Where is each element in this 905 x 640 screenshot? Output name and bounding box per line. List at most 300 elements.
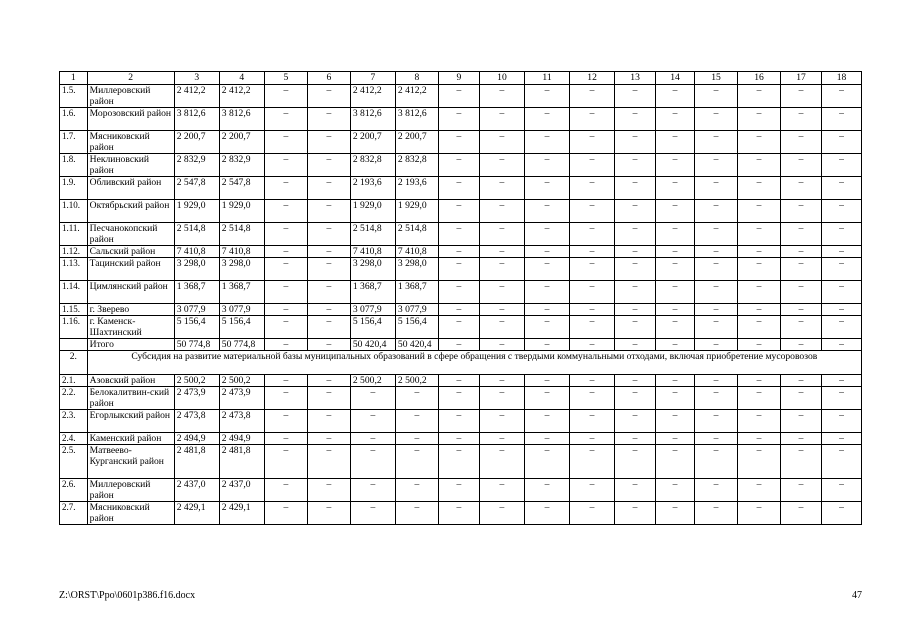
value-col-7: 50 420,4: [350, 339, 395, 351]
value-col-7: 1 929,0: [350, 200, 395, 223]
value-col-12: –: [570, 281, 615, 304]
value-col-10: –: [479, 246, 524, 258]
value-col-3: 2 514,8: [174, 223, 219, 246]
value-col-10: –: [479, 304, 524, 316]
value-col-12: –: [570, 131, 615, 154]
value-col-12: –: [570, 375, 615, 387]
value-col-17: –: [781, 200, 822, 223]
value-col-12: –: [570, 258, 615, 281]
value-col-7: –: [350, 502, 395, 525]
table-body: [60, 72, 862, 525]
municipality-name: Матвеево-Курганский район: [87, 445, 174, 479]
value-col-18: –: [821, 445, 861, 479]
value-col-18: –: [821, 502, 861, 525]
table-row: [60, 177, 862, 200]
value-col-10: –: [479, 131, 524, 154]
value-col-10: –: [479, 375, 524, 387]
value-col-18: –: [821, 281, 861, 304]
column-number-header: 1: [60, 72, 88, 85]
value-col-15: –: [694, 445, 737, 479]
value-col-11: –: [524, 154, 569, 177]
row-number: 2.3.: [60, 410, 88, 433]
row-number: [60, 339, 88, 351]
value-col-18: –: [821, 223, 861, 246]
value-col-14: –: [656, 479, 695, 502]
value-col-9: –: [438, 281, 479, 304]
value-col-13: –: [615, 304, 656, 316]
value-col-14: –: [656, 281, 695, 304]
value-col-5: –: [264, 177, 307, 200]
value-col-10: –: [479, 200, 524, 223]
value-col-11: –: [524, 85, 569, 108]
value-col-15: –: [694, 316, 737, 339]
value-col-4: 5 156,4: [219, 316, 264, 339]
column-number-header: 13: [615, 72, 656, 85]
value-col-8: –: [395, 387, 438, 410]
value-col-13: –: [615, 433, 656, 445]
value-col-9: –: [438, 154, 479, 177]
value-col-13: –: [615, 177, 656, 200]
value-col-9: –: [438, 339, 479, 351]
value-col-8: 2 500,2: [395, 375, 438, 387]
value-col-3: 2 473,9: [174, 387, 219, 410]
value-col-18: –: [821, 108, 861, 131]
value-col-11: –: [524, 339, 569, 351]
value-col-10: –: [479, 177, 524, 200]
value-col-5: –: [264, 223, 307, 246]
value-col-5: –: [264, 387, 307, 410]
value-col-13: –: [615, 200, 656, 223]
value-col-13: –: [615, 108, 656, 131]
value-col-3: 2 547,8: [174, 177, 219, 200]
section-title: Субсидия на развитие материальной базы муниципальных образований в сфере обращения с твердыми коммунальными отходами, включая приобретение мусоровозов: [87, 351, 861, 375]
value-col-15: –: [694, 223, 737, 246]
value-col-4: 2 481,8: [219, 445, 264, 479]
value-col-6: –: [307, 387, 350, 410]
value-col-7: 2 832,8: [350, 154, 395, 177]
footer-file-path: Z:\ORST\Ppo\0601p386.f16.docx: [59, 590, 196, 601]
value-col-7: –: [350, 410, 395, 433]
budget-table: [59, 71, 862, 525]
municipality-name: Цимлянский район: [87, 281, 174, 304]
value-col-15: –: [694, 304, 737, 316]
value-col-18: –: [821, 246, 861, 258]
value-col-8: 7 410,8: [395, 246, 438, 258]
value-col-18: –: [821, 258, 861, 281]
value-col-14: –: [656, 177, 695, 200]
column-number-header: 2: [87, 72, 174, 85]
column-number-row: [60, 72, 862, 85]
value-col-14: –: [656, 223, 695, 246]
value-col-6: –: [307, 281, 350, 304]
value-col-3: 2 832,9: [174, 154, 219, 177]
value-col-13: –: [615, 154, 656, 177]
value-col-10: –: [479, 479, 524, 502]
value-col-5: –: [264, 479, 307, 502]
value-col-4: 2 500,2: [219, 375, 264, 387]
value-col-18: –: [821, 375, 861, 387]
column-number-header: 16: [738, 72, 781, 85]
value-col-15: –: [694, 85, 737, 108]
row-number: 1.6.: [60, 108, 88, 131]
value-col-15: –: [694, 281, 737, 304]
value-col-14: –: [656, 433, 695, 445]
value-col-13: –: [615, 131, 656, 154]
value-col-4: 2 200,7: [219, 131, 264, 154]
value-col-3: 2 437,0: [174, 479, 219, 502]
table-row: [60, 131, 862, 154]
table-row: [60, 410, 862, 433]
table-row: [60, 85, 862, 108]
value-col-14: –: [656, 387, 695, 410]
value-col-6: –: [307, 258, 350, 281]
value-col-5: –: [264, 316, 307, 339]
value-col-16: –: [738, 108, 781, 131]
value-col-16: –: [738, 339, 781, 351]
value-col-15: –: [694, 433, 737, 445]
value-col-7: 2 500,2: [350, 375, 395, 387]
value-col-8: 5 156,4: [395, 316, 438, 339]
row-number: 1.13.: [60, 258, 88, 281]
column-number-header: 12: [570, 72, 615, 85]
row-number: 1.12.: [60, 246, 88, 258]
value-col-7: 3 298,0: [350, 258, 395, 281]
value-col-15: –: [694, 108, 737, 131]
value-col-18: –: [821, 433, 861, 445]
value-col-6: –: [307, 502, 350, 525]
table-row: [60, 154, 862, 177]
value-col-3: 2 494,9: [174, 433, 219, 445]
value-col-3: 3 812,6: [174, 108, 219, 131]
row-number: 1.8.: [60, 154, 88, 177]
table-row: [60, 223, 862, 246]
row-number: 1.9.: [60, 177, 88, 200]
value-col-11: –: [524, 502, 569, 525]
column-number-header: 15: [694, 72, 737, 85]
value-col-5: –: [264, 502, 307, 525]
value-col-9: –: [438, 108, 479, 131]
value-col-3: 2 473,8: [174, 410, 219, 433]
row-number: 2.6.: [60, 479, 88, 502]
value-col-4: 2 473,8: [219, 410, 264, 433]
value-col-9: –: [438, 131, 479, 154]
value-col-13: –: [615, 339, 656, 351]
value-col-6: –: [307, 154, 350, 177]
value-col-17: –: [781, 316, 822, 339]
value-col-6: –: [307, 375, 350, 387]
value-col-18: –: [821, 304, 861, 316]
value-col-3: 2 412,2: [174, 85, 219, 108]
value-col-5: –: [264, 410, 307, 433]
value-col-6: –: [307, 410, 350, 433]
value-col-17: –: [781, 131, 822, 154]
value-col-12: –: [570, 479, 615, 502]
value-col-16: –: [738, 433, 781, 445]
column-number-header: 18: [821, 72, 861, 85]
value-col-8: 3 077,9: [395, 304, 438, 316]
value-col-9: –: [438, 200, 479, 223]
value-col-4: 7 410,8: [219, 246, 264, 258]
row-number: 1.5.: [60, 85, 88, 108]
value-col-17: –: [781, 304, 822, 316]
value-col-7: 2 193,6: [350, 177, 395, 200]
value-col-7: –: [350, 433, 395, 445]
value-col-9: –: [438, 410, 479, 433]
value-col-12: –: [570, 246, 615, 258]
value-col-10: –: [479, 502, 524, 525]
column-number-header: 7: [350, 72, 395, 85]
table-row: [60, 304, 862, 316]
value-col-17: –: [781, 387, 822, 410]
row-number: 1.7.: [60, 131, 88, 154]
value-col-17: –: [781, 85, 822, 108]
value-col-16: –: [738, 85, 781, 108]
municipality-name: Сальский район: [87, 246, 174, 258]
value-col-16: –: [738, 316, 781, 339]
value-col-8: 2 832,8: [395, 154, 438, 177]
municipality-name: Октябрьский район: [87, 200, 174, 223]
value-col-4: 2 429,1: [219, 502, 264, 525]
value-col-3: 2 481,8: [174, 445, 219, 479]
value-col-7: 2 514,8: [350, 223, 395, 246]
value-col-8: 2 200,7: [395, 131, 438, 154]
value-col-14: –: [656, 108, 695, 131]
row-number: 2.4.: [60, 433, 88, 445]
municipality-name: Миллеровский район: [87, 85, 174, 108]
value-col-10: –: [479, 154, 524, 177]
value-col-9: –: [438, 445, 479, 479]
value-col-6: –: [307, 316, 350, 339]
column-number-header: 10: [479, 72, 524, 85]
value-col-5: –: [264, 433, 307, 445]
value-col-16: –: [738, 281, 781, 304]
column-number-header: 11: [524, 72, 569, 85]
value-col-11: –: [524, 410, 569, 433]
value-col-13: –: [615, 258, 656, 281]
row-number: 1.16.: [60, 316, 88, 339]
value-col-5: –: [264, 258, 307, 281]
value-col-6: –: [307, 131, 350, 154]
value-col-17: –: [781, 375, 822, 387]
value-col-9: –: [438, 387, 479, 410]
table-row: [60, 258, 862, 281]
value-col-12: –: [570, 433, 615, 445]
value-col-6: –: [307, 85, 350, 108]
value-col-8: 3 298,0: [395, 258, 438, 281]
value-col-7: –: [350, 479, 395, 502]
value-col-18: –: [821, 154, 861, 177]
value-col-9: –: [438, 258, 479, 281]
municipality-name: Мясниковский район: [87, 131, 174, 154]
value-col-7: –: [350, 445, 395, 479]
municipality-name: Обливский район: [87, 177, 174, 200]
value-col-17: –: [781, 281, 822, 304]
value-col-16: –: [738, 375, 781, 387]
value-col-11: –: [524, 258, 569, 281]
column-number-header: 6: [307, 72, 350, 85]
value-col-3: 2 200,7: [174, 131, 219, 154]
value-col-5: –: [264, 154, 307, 177]
municipality-name: Морозовский район: [87, 108, 174, 131]
section-number: 2.: [60, 351, 88, 375]
value-col-16: –: [738, 410, 781, 433]
value-col-8: –: [395, 445, 438, 479]
value-col-3: 2 429,1: [174, 502, 219, 525]
value-col-11: –: [524, 316, 569, 339]
municipality-name: Белокалитвин-ский район: [87, 387, 174, 410]
value-col-9: –: [438, 316, 479, 339]
value-col-4: 3 298,0: [219, 258, 264, 281]
row-number: 1.14.: [60, 281, 88, 304]
value-col-3: 5 156,4: [174, 316, 219, 339]
value-col-6: –: [307, 304, 350, 316]
value-col-6: –: [307, 433, 350, 445]
value-col-18: –: [821, 200, 861, 223]
municipality-name: Песчанокопский район: [87, 223, 174, 246]
municipality-name: г. Зверево: [87, 304, 174, 316]
value-col-10: –: [479, 433, 524, 445]
value-col-11: –: [524, 131, 569, 154]
value-col-14: –: [656, 200, 695, 223]
table-row: [60, 339, 862, 351]
row-number: 2.7.: [60, 502, 88, 525]
value-col-12: –: [570, 154, 615, 177]
table-row: [60, 502, 862, 525]
value-col-7: 2 412,2: [350, 85, 395, 108]
value-col-13: –: [615, 387, 656, 410]
row-number: 2.2.: [60, 387, 88, 410]
value-col-4: 2 494,9: [219, 433, 264, 445]
value-col-4: 2 473,9: [219, 387, 264, 410]
value-col-8: –: [395, 479, 438, 502]
value-col-3: 50 774,8: [174, 339, 219, 351]
value-col-18: –: [821, 316, 861, 339]
value-col-6: –: [307, 339, 350, 351]
table-row: [60, 246, 862, 258]
value-col-14: –: [656, 154, 695, 177]
value-col-14: –: [656, 131, 695, 154]
value-col-9: –: [438, 375, 479, 387]
value-col-14: –: [656, 304, 695, 316]
value-col-11: –: [524, 445, 569, 479]
value-col-12: –: [570, 177, 615, 200]
value-col-11: –: [524, 177, 569, 200]
value-col-16: –: [738, 258, 781, 281]
value-col-10: –: [479, 387, 524, 410]
value-col-11: –: [524, 433, 569, 445]
value-col-12: –: [570, 445, 615, 479]
value-col-11: –: [524, 223, 569, 246]
column-number-header: 14: [656, 72, 695, 85]
value-col-12: –: [570, 316, 615, 339]
value-col-4: 50 774,8: [219, 339, 264, 351]
value-col-4: 2 514,8: [219, 223, 264, 246]
value-col-15: –: [694, 387, 737, 410]
value-col-8: 3 812,6: [395, 108, 438, 131]
table-row: [60, 445, 862, 479]
value-col-18: –: [821, 177, 861, 200]
value-col-17: –: [781, 433, 822, 445]
value-col-12: –: [570, 85, 615, 108]
value-col-5: –: [264, 339, 307, 351]
value-col-4: 2 832,9: [219, 154, 264, 177]
value-col-16: –: [738, 502, 781, 525]
value-col-3: 1 368,7: [174, 281, 219, 304]
value-col-13: –: [615, 479, 656, 502]
value-col-15: –: [694, 339, 737, 351]
value-col-8: 2 412,2: [395, 85, 438, 108]
value-col-12: –: [570, 223, 615, 246]
value-col-15: –: [694, 258, 737, 281]
value-col-11: –: [524, 200, 569, 223]
value-col-14: –: [656, 445, 695, 479]
value-col-13: –: [615, 246, 656, 258]
value-col-4: 1 929,0: [219, 200, 264, 223]
municipality-name: Неклиновский район: [87, 154, 174, 177]
value-col-18: –: [821, 131, 861, 154]
value-col-10: –: [479, 281, 524, 304]
value-col-5: –: [264, 445, 307, 479]
value-col-13: –: [615, 85, 656, 108]
value-col-13: –: [615, 316, 656, 339]
value-col-10: –: [479, 258, 524, 281]
value-col-8: –: [395, 502, 438, 525]
value-col-17: –: [781, 154, 822, 177]
column-number-header: 3: [174, 72, 219, 85]
value-col-13: –: [615, 410, 656, 433]
value-col-9: –: [438, 502, 479, 525]
value-col-8: –: [395, 433, 438, 445]
value-col-7: 7 410,8: [350, 246, 395, 258]
value-col-14: –: [656, 258, 695, 281]
value-col-14: –: [656, 339, 695, 351]
value-col-15: –: [694, 246, 737, 258]
value-col-10: –: [479, 85, 524, 108]
value-col-14: –: [656, 85, 695, 108]
value-col-10: –: [479, 108, 524, 131]
column-number-header: 5: [264, 72, 307, 85]
value-col-15: –: [694, 200, 737, 223]
value-col-17: –: [781, 410, 822, 433]
column-number-header: 17: [781, 72, 822, 85]
value-col-17: –: [781, 177, 822, 200]
value-col-14: –: [656, 410, 695, 433]
value-col-17: –: [781, 339, 822, 351]
municipality-name: Каменский район: [87, 433, 174, 445]
value-col-7: 1 368,7: [350, 281, 395, 304]
value-col-4: 2 437,0: [219, 479, 264, 502]
value-col-13: –: [615, 375, 656, 387]
value-col-16: –: [738, 387, 781, 410]
value-col-16: –: [738, 177, 781, 200]
value-col-9: –: [438, 85, 479, 108]
value-col-9: –: [438, 304, 479, 316]
table-row: [60, 200, 862, 223]
value-col-13: –: [615, 281, 656, 304]
value-col-6: –: [307, 200, 350, 223]
value-col-3: 1 929,0: [174, 200, 219, 223]
value-col-10: –: [479, 339, 524, 351]
table-row: [60, 281, 862, 304]
value-col-15: –: [694, 479, 737, 502]
value-col-16: –: [738, 479, 781, 502]
value-col-15: –: [694, 502, 737, 525]
value-col-6: –: [307, 445, 350, 479]
value-col-17: –: [781, 223, 822, 246]
value-col-4: 2 412,2: [219, 85, 264, 108]
value-col-8: 1 368,7: [395, 281, 438, 304]
page-number: 47: [852, 590, 862, 601]
